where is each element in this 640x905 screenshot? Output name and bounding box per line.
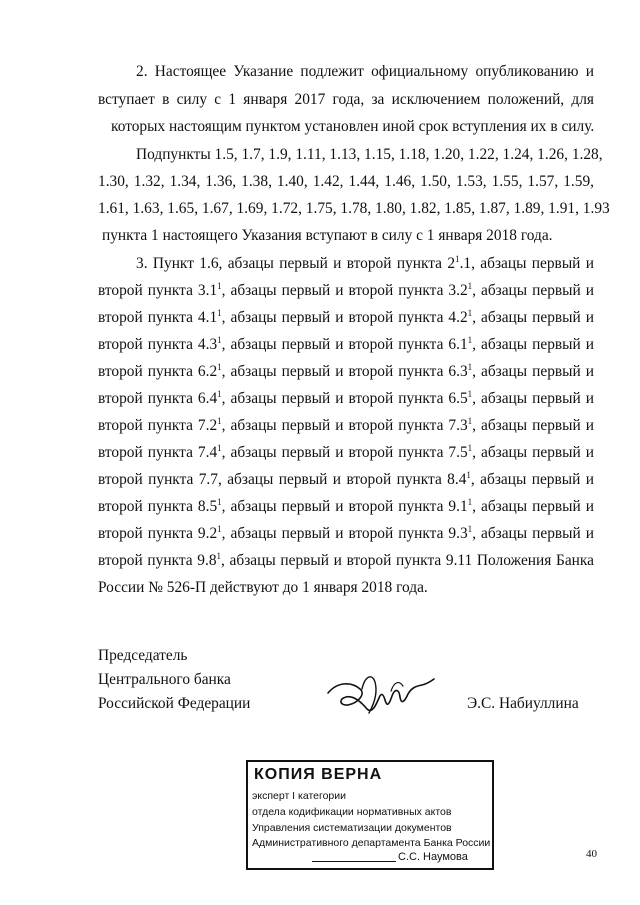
paragraph-3-line-10-mid: , абзацы первый и второй пункта 9.1	[221, 498, 468, 515]
paragraph-3-line-10-prefix: второй пункта 8.5	[98, 498, 218, 515]
stamp-line-3: Управления систематизации документов	[252, 822, 452, 834]
paragraph-2-line-2: вступает в силу с 1 января 2017 года, за исключением положений, для	[98, 91, 594, 108]
superscript-1: 1	[467, 443, 473, 453]
paragraph-3-line-5-suffix: , абзацы первый и	[472, 363, 594, 380]
paragraph-3-line-8-suffix: , абзацы первый и	[472, 444, 594, 461]
paragraph-3-line-8-mid: , абзацы первый и второй пункта 7.5	[221, 444, 468, 461]
signature-title-line-1: Председатель	[98, 647, 188, 664]
paragraph-3-line-4-suffix: , абзацы первый и	[472, 336, 594, 353]
stamp-line-1: эксперт I категории	[252, 790, 346, 802]
subpoints-line-3: 1.61, 1.63, 1.65, 1.67, 1.69, 1.72, 1.75, 1.78, 1.80, 1.82, 1.85, 1.87, 1.89, 1.91, 1.93	[98, 200, 610, 217]
paragraph-3-line-11-suffix: , абзацы первый и	[472, 525, 594, 542]
paragraph-3-line-3-mid: , абзацы первый и второй пункта 4.2	[221, 309, 468, 326]
paragraph-3-line-2	[98, 281, 594, 301]
signature-title-line-3: Российской Федерации	[98, 695, 251, 712]
subpoints-line-1: Подпункты 1.5, 1.7, 1.9, 1.11, 1.13, 1.15, 1.18, 1.20, 1.22, 1.24, 1.26, 1.28,	[136, 146, 603, 163]
superscript-1: 1	[467, 335, 473, 345]
paragraph-3-line-6-prefix: второй пункта 6.4	[98, 390, 218, 407]
paragraph-3-line-3-prefix: второй пункта 4.1	[98, 309, 218, 326]
paragraph-3-line-5-mid: , абзацы первый и второй пункта 6.3	[221, 363, 468, 380]
paragraph-3-line-1-prefix: 3. Пункт 1.6, абзацы первый и второй пункта 2	[136, 255, 456, 272]
superscript-1: 1	[467, 281, 473, 291]
stamp-title: КОПИЯ ВЕРНА	[254, 766, 383, 783]
page-number: 40	[586, 848, 597, 860]
superscript-1: 1	[466, 470, 471, 480]
paragraph-3-line-7-suffix: , абзацы первый и	[472, 417, 594, 434]
handwritten-signature	[318, 663, 440, 725]
superscript-1: 1	[217, 308, 222, 318]
paragraph-3-line-1	[136, 254, 594, 274]
paragraph-3-line-12	[98, 551, 594, 571]
superscript-1: 1	[467, 524, 473, 534]
paragraph-3-line-9	[98, 470, 594, 490]
paragraph-3-line-2-prefix: второй пункта 3.1	[98, 282, 218, 299]
superscript-1: 1	[217, 443, 222, 453]
superscript-1: 1	[217, 335, 222, 345]
paragraph-3-line-2-suffix: , абзацы первый и	[472, 282, 594, 299]
superscript-1: 1	[467, 497, 473, 507]
paragraph-3-line-10-suffix: , абзацы первый и	[472, 498, 594, 515]
superscript-1: 1	[216, 551, 222, 561]
subpoints-line-4: пункта 1 настоящего Указания вступают в силу с 1 января 2018 года.	[102, 227, 553, 244]
paragraph-3-line-6-suffix: , абзацы первый и	[472, 390, 594, 407]
paragraph-3-line-9-prefix: второй пункта 7.7, абзацы первый и второй пункта 8.4	[98, 471, 467, 488]
paragraph-3-line-7	[98, 416, 594, 436]
stamp-line-2: отдела кодификации нормативных актов	[252, 806, 452, 818]
paragraph-3-line-4-prefix: второй пункта 4.3	[98, 336, 218, 353]
stamp-name: С.С. Наумова	[398, 851, 468, 863]
paragraph-3-line-1-suffix: .1, абзацы первый и	[459, 255, 594, 272]
paragraph-3-line-5-prefix: второй пункта 6.2	[98, 363, 218, 380]
paragraph-3-line-10	[98, 497, 594, 517]
paragraph-3-line-6	[98, 389, 594, 409]
paragraph-3-line-5	[98, 362, 594, 382]
paragraph-3-line-12-suffix: , абзацы первый и второй пункта 9.11 Положения Банка	[221, 552, 594, 569]
paragraph-3-line-11	[98, 524, 594, 544]
paragraph-2-line-1: 2. Настоящее Указание подлежит официальному опубликованию и	[136, 63, 594, 80]
stamp-signature-line	[312, 861, 396, 862]
superscript-1: 1	[217, 362, 222, 372]
superscript-1: 1	[217, 524, 222, 534]
copy-verified-stamp	[246, 760, 496, 872]
paragraph-3-line-11-prefix: второй пункта 9.2	[98, 525, 218, 542]
superscript-1: 1	[467, 416, 473, 426]
superscript-1: 1	[217, 416, 222, 426]
paragraph-3-line-3-suffix: , абзацы первый и	[472, 309, 594, 326]
paragraph-3-line-11-mid: , абзацы первый и второй пункта 9.3	[221, 525, 468, 542]
paragraph-3-line-9-suffix: , абзацы первый и	[470, 471, 594, 488]
paragraph-3-line-3	[98, 308, 594, 328]
superscript-1: 1	[467, 362, 473, 372]
paragraph-3-line-7-mid: , абзацы первый и второй пункта 7.3	[221, 417, 468, 434]
superscript-1: 1	[217, 497, 222, 507]
superscript-1: 1	[467, 389, 473, 399]
paragraph-3-line-2-mid: , абзацы первый и второй пункта 3.2	[221, 282, 468, 299]
signature-title-line-2: Центрального банка	[98, 671, 231, 688]
signatory-name: Э.С. Набиуллина	[467, 695, 579, 712]
paragraph-3-line-4-mid: , абзацы первый и второй пункта 6.1	[221, 336, 468, 353]
paragraph-3-line-8	[98, 443, 594, 463]
paragraph-3-line-12-prefix: второй пункта 9.8	[98, 552, 217, 569]
superscript-1: 1	[217, 389, 222, 399]
superscript-1: 1	[455, 254, 460, 264]
subpoints-line-2: 1.30, 1.32, 1.34, 1.36, 1.38, 1.40, 1.42, 1.44, 1.46, 1.50, 1.53, 1.55, 1.57, 1.59,	[98, 173, 594, 190]
paragraph-3-line-6-mid: , абзацы первый и второй пункта 6.5	[221, 390, 468, 407]
paragraph-3-line-4	[98, 335, 594, 355]
superscript-1: 1	[467, 308, 473, 318]
paragraph-3-line-13: России № 526-П действуют до 1 января 2018 года.	[98, 579, 428, 596]
stamp-line-4: Административного департамента Банка России	[252, 837, 491, 849]
paragraph-3-line-7-prefix: второй пункта 7.2	[98, 417, 218, 434]
paragraph-3-line-8-prefix: второй пункта 7.4	[98, 444, 218, 461]
paragraph-2-line-3: которых настоящим пунктом установлен иной срок вступления их в силу.	[111, 118, 595, 135]
superscript-1: 1	[217, 281, 222, 291]
